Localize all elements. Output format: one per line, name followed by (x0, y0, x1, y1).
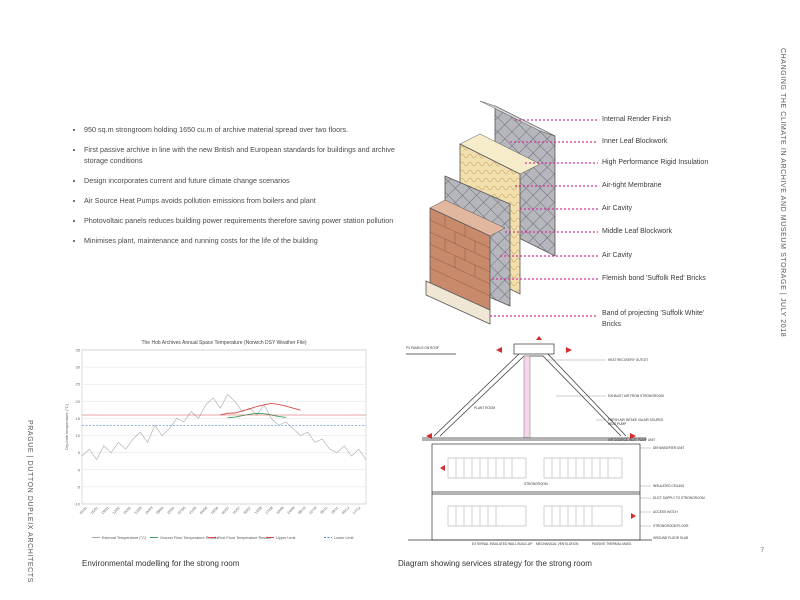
section-label: STRONGROOM FLOOR (653, 524, 689, 528)
y-tick-label: 0 (77, 467, 80, 473)
wall-layer-label: Air-tight Membrane (602, 182, 662, 189)
x-tick-label: 04/06 (199, 505, 209, 516)
x-tick-label: 05/11 (319, 505, 329, 515)
wall-layer-label: Internal Render Finish (602, 116, 671, 123)
section-label: DEHUMIDIFIER UNIT (653, 446, 685, 450)
section-label: ACCESS HATCH (653, 510, 678, 514)
temperature-chart (60, 336, 370, 546)
bullet-item: • Design incorporates current and future climate change scenarios (84, 175, 414, 186)
temperature-chart-plot (60, 336, 370, 546)
section-label: AIR SOURCE HEAT PUMP UNIT (608, 438, 656, 442)
x-tick-label: 16/07 (231, 505, 242, 516)
x-tick-label: 27/08 (264, 505, 274, 516)
bullet-list (60, 124, 414, 255)
x-tick-label: 02/07 (220, 505, 231, 516)
x-tick-label: 18/06 (210, 505, 220, 516)
x-tick-label: 29/01 (100, 505, 111, 516)
x-tick-label: 23/04 (166, 505, 176, 516)
x-tick-label: 09/04 (155, 505, 165, 516)
bullet-item: • First passive archive in line with the new British and European standards for buildings and archive storage conditions (84, 144, 414, 166)
diagram-caption: Diagram showing services strategy for the strong room (398, 559, 592, 568)
x-tick-label: 26/02 (122, 505, 132, 516)
legend-entry: First Floor Temperature Results (218, 536, 272, 540)
y-tick-label: 10 (75, 433, 80, 439)
services-section-diagram (396, 336, 705, 546)
y-tick-label: -5 (76, 484, 80, 490)
bullet-item: • Photovoltaic panels reduces building power requirements therefore saving power station pollution (84, 215, 414, 226)
x-tick-label: 12/03 (133, 505, 143, 516)
section-label: FRESH AIR INTAKE VIA AIR SOURCE HEAT PUMP (608, 418, 664, 426)
y-axis-label: Dry-bulb temperature (°C) (64, 403, 69, 451)
section-label: PV PANELS ON ROOF (406, 346, 440, 350)
section-label: STRONGROOM (524, 482, 548, 486)
y-tick-label: -10 (74, 501, 80, 507)
legend-entry: Lower Limit (334, 536, 354, 540)
series-line (228, 413, 286, 418)
wall-layer-label: Air Cavity (602, 252, 632, 259)
section-label: DUCT SUPPLY TO STRONGROOM (653, 496, 705, 500)
section-label: EXHAUST AIR FROM STRONGROOM (608, 394, 664, 398)
x-tick-label: 17/12 (352, 505, 362, 516)
legend-entry: Ground Floor Temperature Results (160, 536, 219, 540)
section-label: MECHANICAL VENTILATION (536, 542, 579, 546)
y-tick-label: 25 (75, 381, 80, 387)
x-tick-label: 13/08 (253, 505, 263, 516)
wall-layer-label: Inner Leaf Blockwork (602, 138, 668, 145)
section-label: EXTERNAL INSULATED WALL BUILD-UP (472, 542, 533, 546)
x-tick-label: 19/11 (330, 505, 340, 515)
x-tick-label: 26/03 (144, 505, 154, 516)
chart-title: The Hob Archives Annual Space Temperature (Norwich DSY Weather File) (141, 340, 307, 346)
y-tick-label: 35 (75, 347, 80, 353)
leader-lines (420, 96, 600, 336)
page-number: 7 (760, 548, 764, 554)
x-tick-label: 22/10 (308, 505, 318, 516)
chart-caption: Environmental modelling for the strong room (82, 559, 240, 568)
x-tick-label: 01/01 (78, 505, 89, 516)
series-line (82, 395, 366, 460)
wall-layer-label: Band of projecting 'Suffolk White' Bricks (602, 310, 705, 328)
y-tick-label: 20 (75, 398, 80, 404)
legend-entry: Upper Limit (276, 536, 296, 540)
wall-layer-label: Air Cavity (602, 205, 632, 212)
wall-section-figure (420, 96, 770, 336)
x-tick-label: 30/07 (242, 505, 253, 516)
running-footer: PRAGUE | DUTTON DUPLEIX ARCHITECTS (26, 420, 33, 583)
running-header: CHANGING THE CLIMATE IN ARCHIVE AND MUSEUM STORAGE | JULY 2018 (779, 48, 786, 338)
bullet-item: • Minimises plant, maintenance and running costs for the life of the building (84, 235, 414, 246)
section-label: GROUND FLOOR SLAB (653, 536, 689, 540)
x-tick-label: 07/05 (177, 505, 187, 516)
legend-entry: External Temperature (°C) (102, 536, 147, 540)
section-label: HEAT RECOVERY OUTLET (608, 358, 649, 362)
bullet-item: • Air Source Heat Pumps avoids pollution emissions from boilers and plant (84, 195, 414, 206)
y-tick-label: 5 (77, 450, 80, 456)
x-tick-label: 03/12 (341, 505, 351, 516)
wall-layer-label: Flemish bond 'Suffolk Red' Bricks (602, 275, 706, 282)
y-tick-label: 30 (75, 364, 80, 370)
x-tick-label: 10/09 (275, 505, 285, 516)
x-tick-label: 21/05 (188, 505, 198, 516)
section-label: PASSIVE THERMAL MASS (592, 542, 632, 546)
wall-layer-label: High Performance Rigid Insulation (602, 159, 709, 166)
section-label: PLANT ROOM (474, 406, 496, 410)
bullet-item: • 950 sq.m strongroom holding 1650 cu.m of archive material spread over two floors. (84, 124, 414, 135)
wall-layer-label: Middle Leaf Blockwork (602, 228, 673, 235)
x-tick-label: 08/10 (297, 505, 307, 516)
y-tick-label: 15 (75, 415, 80, 421)
section-label: INSULATED CEILING (653, 484, 685, 488)
x-tick-label: 15/01 (89, 505, 100, 516)
x-tick-label: 12/02 (111, 505, 121, 516)
plot-area (82, 350, 366, 504)
x-tick-label: 24/09 (286, 505, 296, 516)
